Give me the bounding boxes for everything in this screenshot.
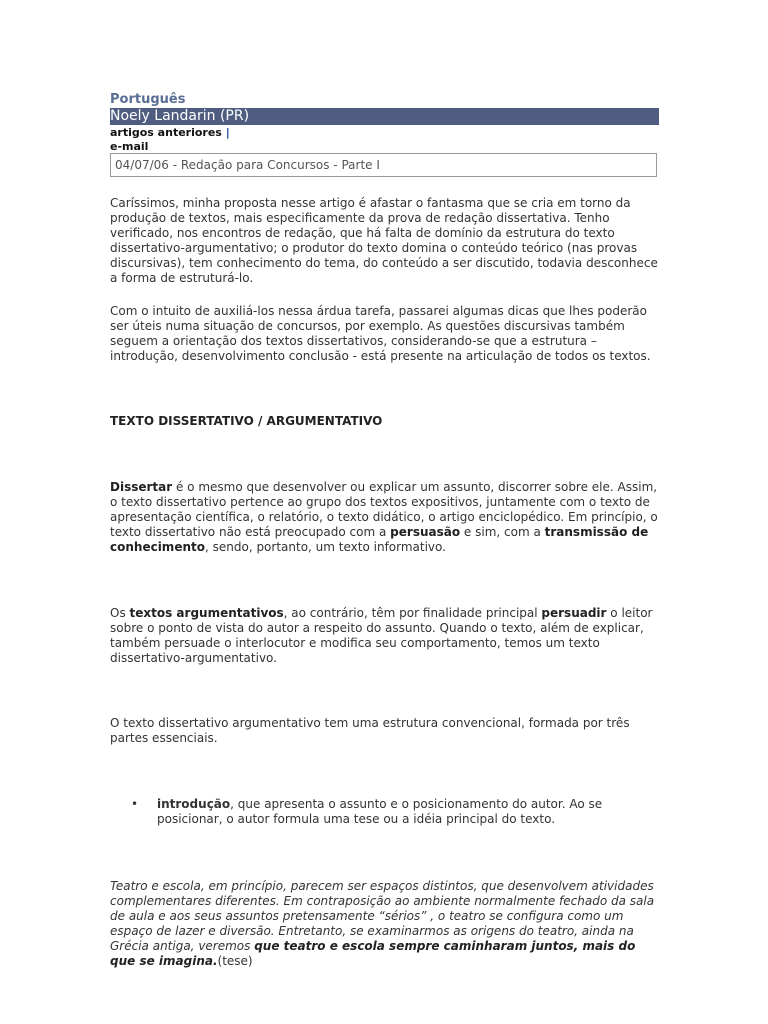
author-links — [110, 126, 230, 154]
term-textos-argumentativos: textos argumentativos — [129, 606, 284, 620]
author-name-bar: Noely Landarin (PR) — [110, 108, 659, 125]
text-span: o leitor sobre o ponto de vista do autor a respeito do assunto. Quando o texto, além de explicar, também persuade o interlocutor e modifica seu comportamento, temos um texto dissertativo-argumentativo. — [110, 606, 653, 665]
previous-articles-link[interactable]: artigos anteriores — [110, 126, 222, 139]
thesis-text: que teatro e escola sempre caminharam juntos, mais do que se imagina. — [110, 939, 636, 968]
paragraph-estrutura: O texto dissertativo argumentativo tem uma estrutura convencional, formada por três partes essenciais. — [110, 716, 630, 745]
text-span: , ao contrário, têm por finalidade principal — [283, 606, 542, 620]
section-label: Português — [110, 92, 186, 107]
term-transmissao: transmissão de conhecimento — [110, 525, 649, 554]
paragraph-intro: Caríssimos, minha proposta nesse artigo é afastar o fantasma que se cria em torno da produção de textos, mais especificamente da prova de redação dissertativa. Tenho verificado, nos encontros de redação, que há falta de domínio da estrutura do texto dissertativo-argumentativo; o produtor do texto domina o conteúdo teórico (nas provas discursivas), tem conhecimento do tema, do conteúdo a ser discutido, todavia desconhece a forma de estruturá-lo. — [110, 196, 658, 285]
term-dissertar: Dissertar — [110, 480, 173, 494]
text-span: Os — [110, 606, 130, 620]
text-span: , que apresenta o assunto e o posicionamento do autor. Ao se posicionar, o autor formula uma tese ou a idéia principal do texto. — [157, 797, 603, 826]
link-separator: | — [225, 126, 230, 139]
paragraph-example — [110, 879, 658, 969]
paragraph-dissertar — [110, 480, 658, 555]
term-introducao: introdução — [157, 797, 231, 811]
article-title: 04/07/06 - Redação para Concursos - Parte I — [110, 153, 657, 177]
bullet-icon: • — [131, 797, 139, 811]
email-link[interactable]: e-mail — [110, 140, 149, 153]
paragraph-purpose: Com o intuito de auxiliá-los nessa árdua tarefa, passarei algumas dicas que lhes poderão ser úteis numa situação de concursos, por exemplo. As questões discursivas também seguem a orientação dos textos dissertativos, considerando-se que a estrutura – introdução, desenvolvimento conclusão - está presente na articulação de todos os textos. — [110, 304, 651, 363]
section-heading: TEXTO DISSERTATIVO / ARGUMENTATIVO — [110, 414, 383, 428]
thesis-label: (tese) — [217, 954, 253, 968]
paragraph-argumentativos — [110, 606, 658, 666]
term-persuadir: persuadir — [541, 606, 607, 620]
bullet-text — [157, 797, 657, 827]
text-span: , sendo, portanto, um texto informativo. — [204, 540, 446, 554]
term-persuasao: persuasão — [390, 525, 461, 539]
text-span: é o mesmo que desenvolver ou explicar um assunto, discorrer sobre ele. Assim, o texto dissertativo pertence ao grupo dos textos expositivos, juntamente com o texto de apresentação científica, o relatório, o texto didático, o artigo enciclopédico. Em princípio, o texto dissertativo não está preocupado com a — [110, 480, 658, 539]
text-span: e sim, com a — [460, 525, 545, 539]
text-span: Teatro e escola, em princípio, parecem ser espaços distintos, que desenvolvem atividades complementares diferentes. Em contraposição ao ambiente normalmente fechado da sala de aula e aos seus assuntos pretensamente “sérios” , o teatro se configura como um espaço de lazer e diversão. Entretanto, se examinarmos as origens do teatro, ainda na Grécia antiga, veremos — [110, 879, 655, 953]
